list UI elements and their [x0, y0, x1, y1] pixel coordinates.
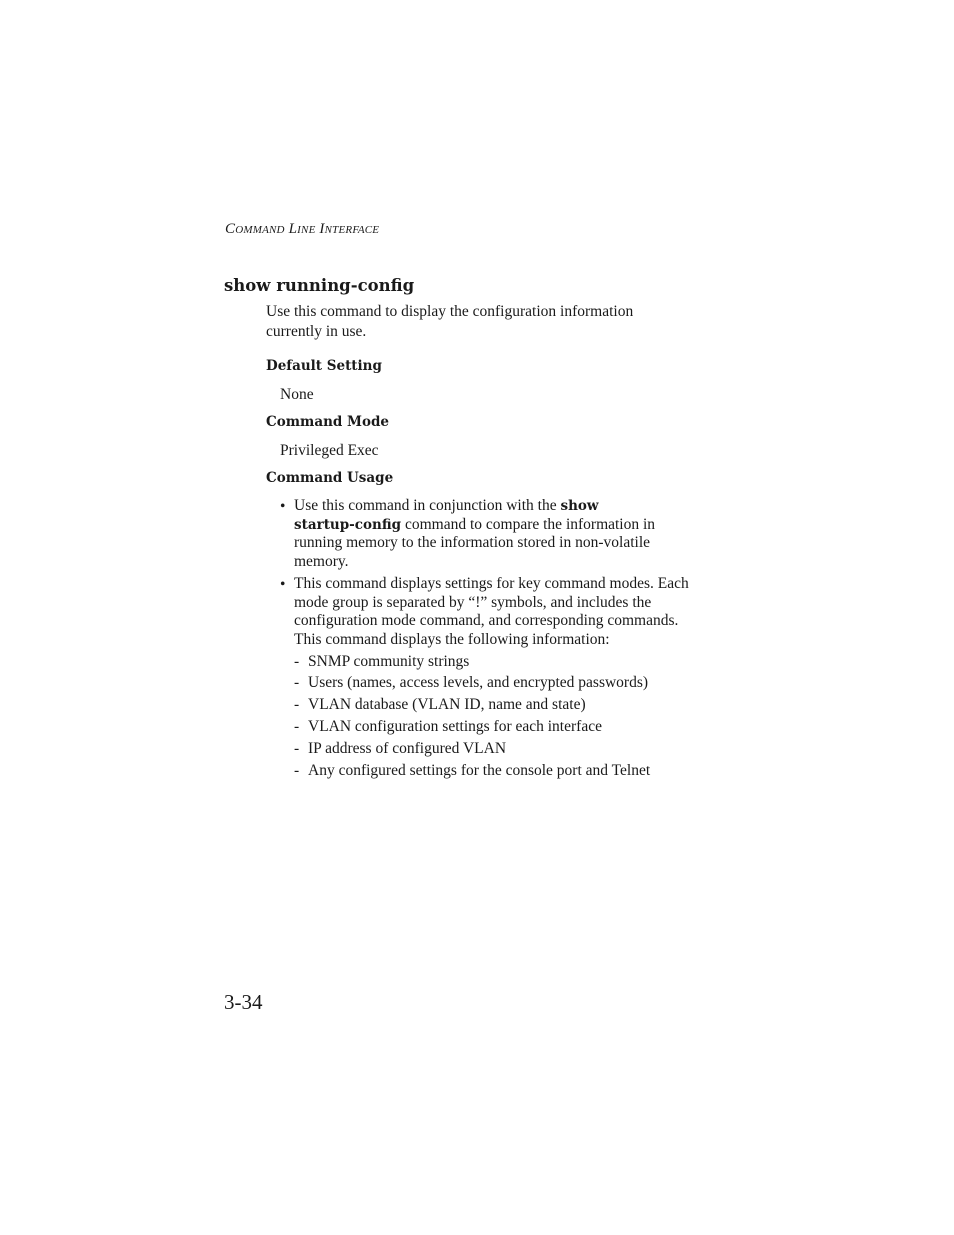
dash-icon: -: [294, 718, 300, 735]
bullet-line: This command displays the following information:: [294, 631, 610, 649]
info-list-text: IP address of configured VLAN: [308, 740, 507, 757]
info-list-text: VLAN configuration settings for each interface: [308, 718, 602, 735]
bullet-icon: •: [280, 576, 286, 593]
running-header: Command Line Interface: [225, 221, 380, 237]
dash-icon: -: [294, 740, 300, 757]
bullet-icon: •: [280, 498, 286, 515]
bullet-line: running memory to the information stored in non-volatile: [294, 534, 651, 552]
page-number: 3-34: [224, 990, 263, 1014]
info-list-item: [294, 696, 586, 714]
bullet-line: This command displays settings for key command modes. Each: [294, 575, 689, 592]
bullet-text: command to compare the information in: [401, 515, 656, 533]
command-usage-heading: Command Usage: [266, 470, 394, 486]
intro-paragraph: [266, 302, 633, 342]
section-title: show running-config: [224, 276, 415, 295]
intro-line: Use this command to display the configuration information: [266, 303, 634, 320]
info-list-text: SNMP community strings: [308, 653, 470, 670]
bullet-line: [294, 497, 655, 516]
info-list-text: Users (names, access levels, and encrypted passwords): [308, 674, 649, 691]
bullet-text: Use this command in conjunction with the: [294, 497, 561, 514]
command-keyword: startup-config: [294, 516, 402, 533]
command-keyword: show: [560, 498, 599, 514]
default-setting-heading: Default Setting: [266, 358, 382, 374]
default-setting-value: None: [280, 386, 314, 403]
command-mode-value: Privileged Exec: [280, 442, 379, 459]
info-list-text: Any configured settings for the console port and Telnet: [308, 762, 651, 779]
dash-icon: -: [294, 674, 300, 691]
bullet-line: [294, 516, 655, 535]
info-list-item: [294, 740, 506, 758]
intro-line: currently in use.: [266, 323, 367, 340]
info-list-item: [294, 653, 469, 671]
dash-icon: -: [294, 653, 300, 670]
bullet-line: configuration mode command, and corresponding commands.: [294, 612, 679, 630]
info-list-item: [294, 674, 648, 692]
info-list-item: [294, 718, 602, 736]
info-list-item: [294, 762, 650, 780]
dash-icon: -: [294, 696, 300, 713]
dash-icon: -: [294, 762, 300, 779]
info-list-text: VLAN database (VLAN ID, name and state): [308, 696, 586, 713]
bullet-line: memory.: [294, 553, 349, 571]
bullet-line: mode group is separated by “!” symbols, and includes the: [294, 593, 652, 611]
command-mode-heading: Command Mode: [266, 414, 389, 430]
